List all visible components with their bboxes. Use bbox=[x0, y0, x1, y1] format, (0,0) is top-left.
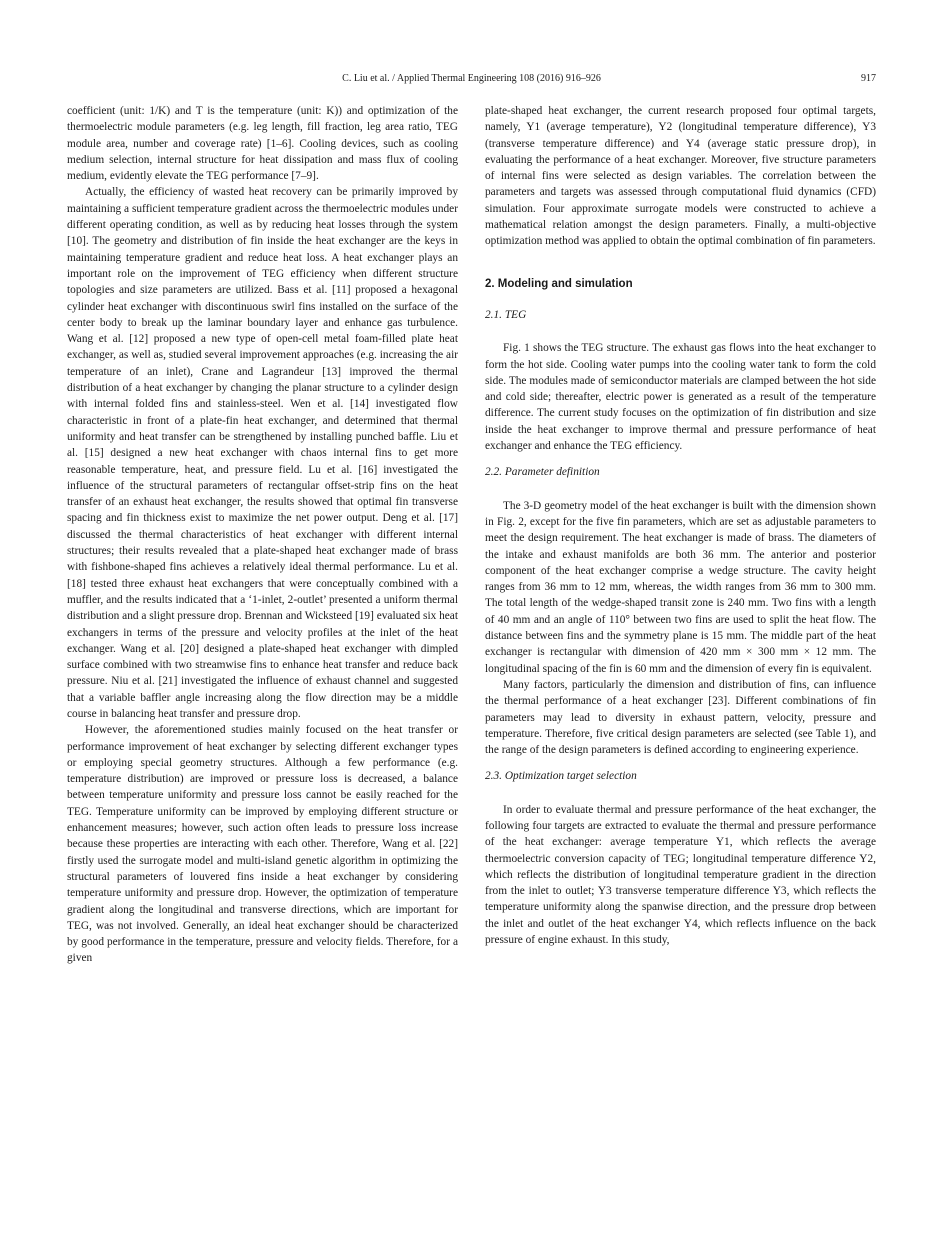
subsection-heading-teg: 2.1. TEG bbox=[485, 308, 527, 321]
right-column bbox=[485, 103, 876, 948]
section-heading-modeling: 2. Modeling and simulation bbox=[485, 277, 633, 290]
paragraph-teg-structure: Fig. 1 shows the TEG structure. The exhaust gas flows into the heat exchanger to form the hot side. Cooling water pumps into the cooling water tank to form the cold side. The modules made of semiconductor materials are clamped between the hot side and cold side; thereafter, electric power is generated as a result of the temperature difference. The current study focuses on the optimization of fin distribution and size inside the heat exchanger to improve thermal and pressure performance of heat exchanger and enhance the TEG efficiency. bbox=[485, 342, 876, 453]
paragraph-four-targets: In order to evaluate thermal and pressure performance of the heat exchanger, the following four targets are extracted to evaluate the thermal and pressure performance of the heat exchanger: average temperature Y1, which reflects the average thermoelectric conversion capacity of TEG; longitudinal temperature difference Y2, which reflects the distribution of longitudinal temperature gradient in the direction from the inlet to outlet; Y3 transverse temperature difference Y3, which reflects the temperature uniformity along the spanwise direction, and the pressure drop between the inlet and outlet of the heat exchanger Y4, which reflects influence on the back pressure of engine exhaust. In this study, bbox=[485, 803, 876, 947]
paragraph-optimal-targets: plate-shaped heat exchanger, the current research proposed four optimal targets, namely, Y1 (average temperature), Y2 (longitudinal temperature difference), Y3 (transverse temperature difference) and Y4 (average static pressure drop), in evaluating the performance of a heat exchanger. Moreover, five structure parameters of internal fins were selected as design variables. The correlation between the parameters and targets was assessed through computational fluid dynamics (CFD) simulation. Four approximate surrogate models were constructed to achieve a mathematical relation amongst the design parameters. Finally, a multi-objective optimization method was applied to obtain the optimal combination of fin parameters. bbox=[485, 105, 876, 248]
subsection-heading-parameter-definition: 2.2. Parameter definition bbox=[485, 466, 600, 479]
page-number: 917 bbox=[861, 73, 876, 84]
subsection-heading-target-selection: 2.3. Optimization target selection bbox=[485, 770, 637, 783]
paragraph-research-gap: However, the aforementioned studies mainly focused on the heat transfer or performance improvement of heat exchanger by selecting different exchanger types or employing special geometry structures. Although a few performance (e.g. temperature distribution) are improved or pressure loss is decreased, a balance between temperature uniformity and pressure loss cannot be easily reached for the TEG. Temperature uniformity can be improved by employing different structure or enhancement measures; however, such action often leads to pressure loss increase because these properties are interacting with each other. Therefore, Wang et al. [22] firstly used the surrogate model and multi-island genetic algorithm in optimizing the structural parameters of louvered fins inside a heat exchanger by considering temperature uniformity and pressure drop. However, the optimization of temperature gradient along the longitudinal and transverse directions, which are important for TEG, was not involved. Generally, an ideal heat exchanger should be characterized by good performance in the temperature, pressure and velocity fields. Therefore, for a given bbox=[67, 724, 458, 965]
journal-citation: C. Liu et al. / Applied Thermal Engineering 108 (2016) 916–926 bbox=[342, 73, 601, 84]
paragraph-fin-optimization: coefficient (unit: 1/K) and T is the temperature (unit: K)) and optimization of the thermoelectric module parameters (e.g. leg length, fill fraction, leg area ratio, TEG module area, number and coverage rate) [1–6]. Cooling devices, such as cooling medium selection, internal structure for heat dissipation and mass flux of cooling medium, evidently elevate the TEG performance [7–9]. bbox=[67, 105, 458, 183]
paragraph-design-parameters: Many factors, particularly the dimension and distribution of fins, can influence the thermal performance of a heat exchanger [23]. Different combinations of fin parameters may lead to diversity in exhaust pattern, velocity, pressure and temperature. Therefore, five critical design parameters are selected (see Table 1), and the range of the design parameters is defined according to engineering experience. bbox=[485, 678, 876, 757]
paragraph-geometry-model: The 3-D geometry model of the heat exchanger is built with the dimension shown in Fig. 2, except for the five fin parameters, which are set as adjustable parameters to meet the design requirement. The heat exchanger is made of brass. The diameters of the intake and exhaust manifolds are both 36 mm. The anterior and posterior component of the heat exchanger comprise a wedge structure. The cavity height ranges from 36 mm to 12 mm, whereas, the width ranges from 36 mm to 300 mm. The total length of the wedge-shaped transit zone is 240 mm. Two fins with a length of 40 mm and an angle of 110° between two fins are used to split the heat flow. The distance between fins and the symmetry plane is 15 mm. The middle part of the heat exchanger is rectangular with dimension of 420 mm × 300 mm × 12 mm. The longitudinal spacing of the fin is 60 mm and the dimension of every fin is equivalent. bbox=[485, 499, 876, 675]
running-header bbox=[67, 73, 876, 87]
paragraph-heat-exchanger-review: Actually, the efficiency of wasted heat recovery can be primarily improved by maintaining a sufficient temperature gradient across the thermoelectric modules under different operating condition, as well as by reducing heat losses through the system [10]. The geometry and distribution of fin inside the heat exchanger are the keys in maintaining temperature gradient and reduce heat loss. A heat exchanger plays an important role on the improvement of TEG efficiency when different structure topologies and size parameters are utilized. Bass et al. [11] proposed a hexagonal cylinder heat exchanger with discontinuous swirl fins installed on the surface of the center body to break up the laminar boundary layer and enhance gas turbulence. Wang et al. [12] proposed a new type of open-cell metal foam-filled plate heat exchanger, as well as, studied several improvement approaches (e.g. increasing the air temperature of an inlet), Crane and Lagrandeur [13] improved the thermal distribution of a heat exchanger by changing the planar structure to a cylinder design with internal folded fins and stainless-steel. Wen et al. [14] investigated flow characteristic in front of a plate-fin heat exchanger, and determined that thermal uniformity and heat transfer can be strengthened by installing punched baffle. Liu et al. [15] designed a new heat exchanger with chaos internal fins to get more reasonable temperature, heat, and pressure field. Lu et al. [16] investigated the influence of the structural parameters of rectangular offset-strip fins on the heat transfer of an exhaust heat exchanger, the results showed that optimal fin transverse spacing and fin thickness exist to maximize the net power output. Deng et al. [17] discussed the thermal characteristics of heat exchanger with different internal structures; their results revealed that a plate-shaped heat exchanger made of brass with fishbone-shaped fins achieves a relatively ideal thermal performance. Lu et al. [18] tested three exhaust heat exchangers that were conceptually combined with a muffler, and the results indicated that a ‘1-inlet, 2-outlet’ presented a uniform thermal distribution and a slight pressure drop. Brennan and Wicksteed [19] evaluated six heat exchangers in terms of the pressure and velocity profiles at the inlet of the heat exchanger. Wang et al. [20] designed a plate-shaped heat exchanger with dimpled surface combined with two streamwise fins to enhance heat transfer and reduce back pressure. Niu et al. [21] investigated the influence of exhaust channel and suggested that a variable baffler angle increasing along the flow direction may be a middle course in balancing heat transfer and pressure drop. bbox=[67, 186, 458, 720]
left-column bbox=[67, 103, 458, 967]
